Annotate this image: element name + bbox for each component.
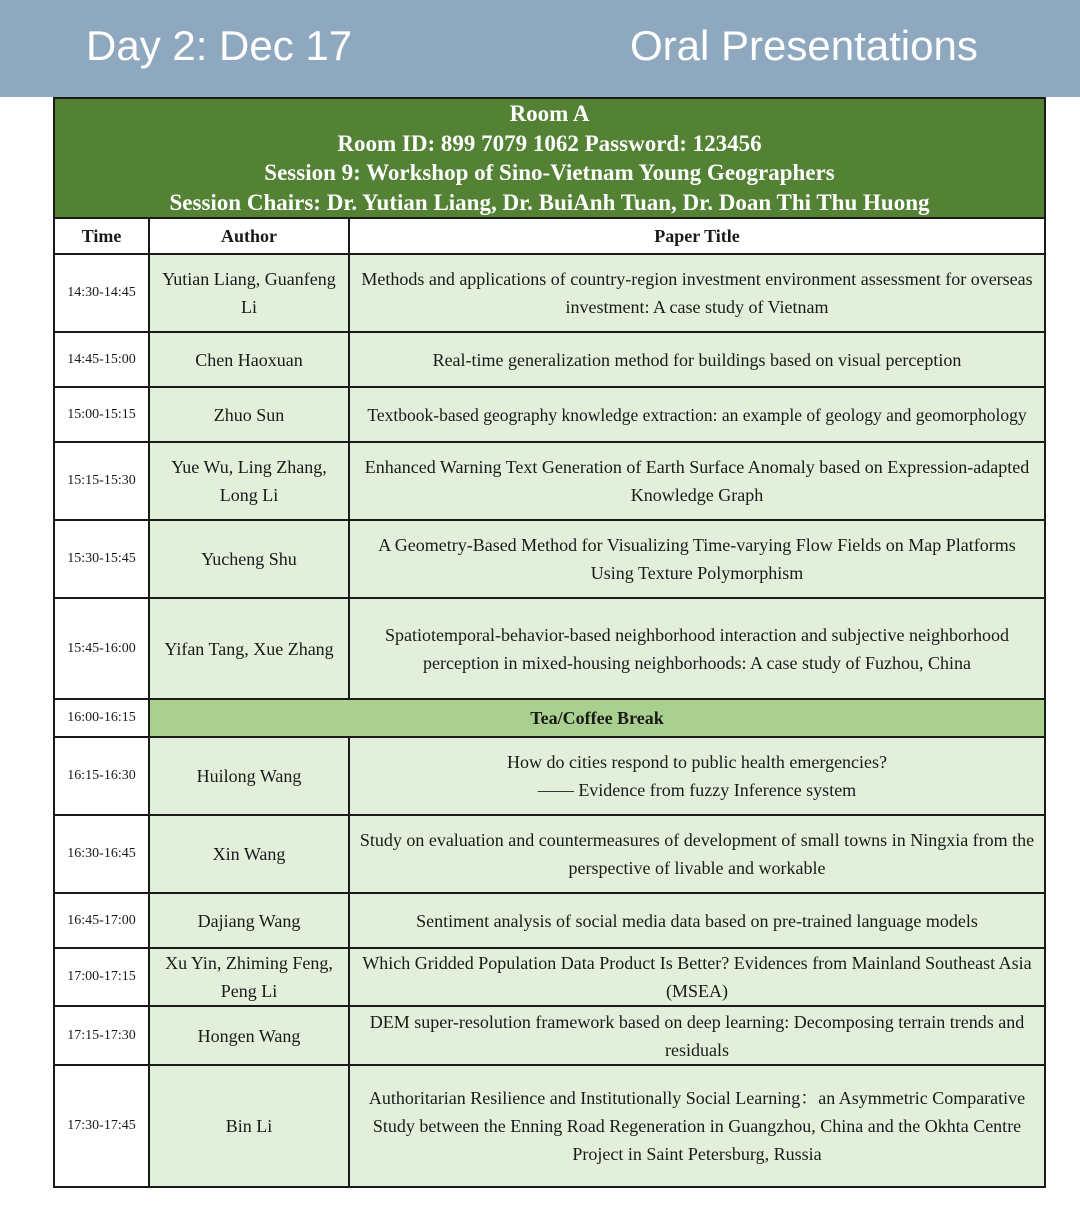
day-label: Day 2: Dec 17 <box>86 22 353 69</box>
session-chairs: Session Chairs: Dr. Yutian Liang, Dr. BuiAnh Tuan, Dr. Doan Thi Thu Huong <box>169 189 930 215</box>
time-cell: 14:30-14:45 <box>54 254 149 332</box>
schedule-table-container <box>53 97 1044 1188</box>
title-cell: A Geometry-Based Method for Visualizing Time-varying Flow Fields on Map Platforms Using Texture Polymorphism <box>349 520 1045 598</box>
room-id: Room ID: 899 7079 1062 Password: 123456 <box>337 130 762 156</box>
author-cell: Zhuo Sun <box>149 387 349 442</box>
title-cell: Authoritarian Resilience and Institutionally Social Learning：an Asymmetric Comparative Study between the Enning Road Regeneration in Guangzhou, China and the Okhta Centre Project in Saint Petersburg, Russia <box>349 1065 1045 1187</box>
table-row <box>54 332 1045 387</box>
time-column-header: Time <box>54 218 149 254</box>
time-cell: 16:00-16:15 <box>54 699 149 737</box>
author-cell: Dajiang Wang <box>149 893 349 948</box>
table-row <box>54 815 1045 893</box>
time-cell: 17:30-17:45 <box>54 1065 149 1187</box>
presentation-type-label: Oral Presentations <box>630 22 978 69</box>
schedule-table <box>53 97 1046 1188</box>
time-cell: 15:00-15:15 <box>54 387 149 442</box>
table-row <box>54 1006 1045 1065</box>
time-cell: 16:45-17:00 <box>54 893 149 948</box>
title-cell: Which Gridded Population Data Product Is Better? Evidences from Mainland Southeast Asia (MSEA) <box>349 948 1045 1006</box>
time-cell: 17:00-17:15 <box>54 948 149 1006</box>
author-cell: Huilong Wang <box>149 737 349 815</box>
author-cell: Yifan Tang, Xue Zhang <box>149 598 349 699</box>
page-banner <box>0 0 1080 97</box>
title-cell: Sentiment analysis of social media data based on pre-trained language models <box>349 893 1045 948</box>
time-cell: 15:45-16:00 <box>54 598 149 699</box>
author-cell: Xin Wang <box>149 815 349 893</box>
room-name: Room A <box>509 101 590 126</box>
time-cell: 15:30-15:45 <box>54 520 149 598</box>
table-row <box>54 442 1045 520</box>
author-cell: Chen Haoxuan <box>149 332 349 387</box>
break-label: Tea/Coffee Break <box>149 699 1045 737</box>
title-cell: Study on evaluation and countermeasures of development of small towns in Ningxia from the perspective of livable and workable <box>349 815 1045 893</box>
author-column-header: Author <box>149 218 349 254</box>
title-cell <box>349 737 1045 815</box>
time-cell: 17:15-17:30 <box>54 1006 149 1065</box>
break-row <box>54 699 1045 737</box>
table-row <box>54 520 1045 598</box>
table-row <box>54 893 1045 948</box>
session-name: Session 9: Workshop of Sino-Vietnam Young Geographers <box>264 160 835 185</box>
session-header <box>54 98 1045 218</box>
column-header-row <box>54 218 1045 254</box>
title-cell: Spatiotemporal-behavior-based neighborhood interaction and subjective neighborhood perception in mixed-housing neighborhoods: A case study of Fuzhou, China <box>349 598 1045 699</box>
title-cell: DEM super-resolution framework based on deep learning: Decomposing terrain trends and residuals <box>349 1006 1045 1065</box>
table-row <box>54 948 1045 1006</box>
title-line: —— Evidence from fuzzy Inference system <box>537 780 857 800</box>
time-cell: 16:15-16:30 <box>54 737 149 815</box>
title-cell: Methods and applications of country-region investment environment assessment for overseas investment: A case study of Vietnam <box>349 254 1045 332</box>
session-header-row <box>54 98 1045 218</box>
title-column-header: Paper Title <box>349 218 1045 254</box>
author-cell: Yucheng Shu <box>149 520 349 598</box>
author-cell: Yutian Liang, Guanfeng Li <box>149 254 349 332</box>
author-cell: Yue Wu, Ling Zhang, Long Li <box>149 442 349 520</box>
author-cell: Bin Li <box>149 1065 349 1187</box>
author-cell: Hongen Wang <box>149 1006 349 1065</box>
table-row <box>54 254 1045 332</box>
title-cell: Textbook-based geography knowledge extraction: an example of geology and geomorphology <box>349 387 1045 442</box>
title-line: How do cities respond to public health emergencies? <box>506 752 888 772</box>
author-cell: Xu Yin, Zhiming Feng, Peng Li <box>149 948 349 1006</box>
table-row <box>54 598 1045 699</box>
title-cell: Enhanced Warning Text Generation of Earth Surface Anomaly based on Expression-adapted Knowledge Graph <box>349 442 1045 520</box>
title-cell: Real-time generalization method for buildings based on visual perception <box>349 332 1045 387</box>
table-row <box>54 737 1045 815</box>
table-row <box>54 1065 1045 1187</box>
time-cell: 16:30-16:45 <box>54 815 149 893</box>
time-cell: 14:45-15:00 <box>54 332 149 387</box>
time-cell: 15:15-15:30 <box>54 442 149 520</box>
table-row <box>54 387 1045 442</box>
